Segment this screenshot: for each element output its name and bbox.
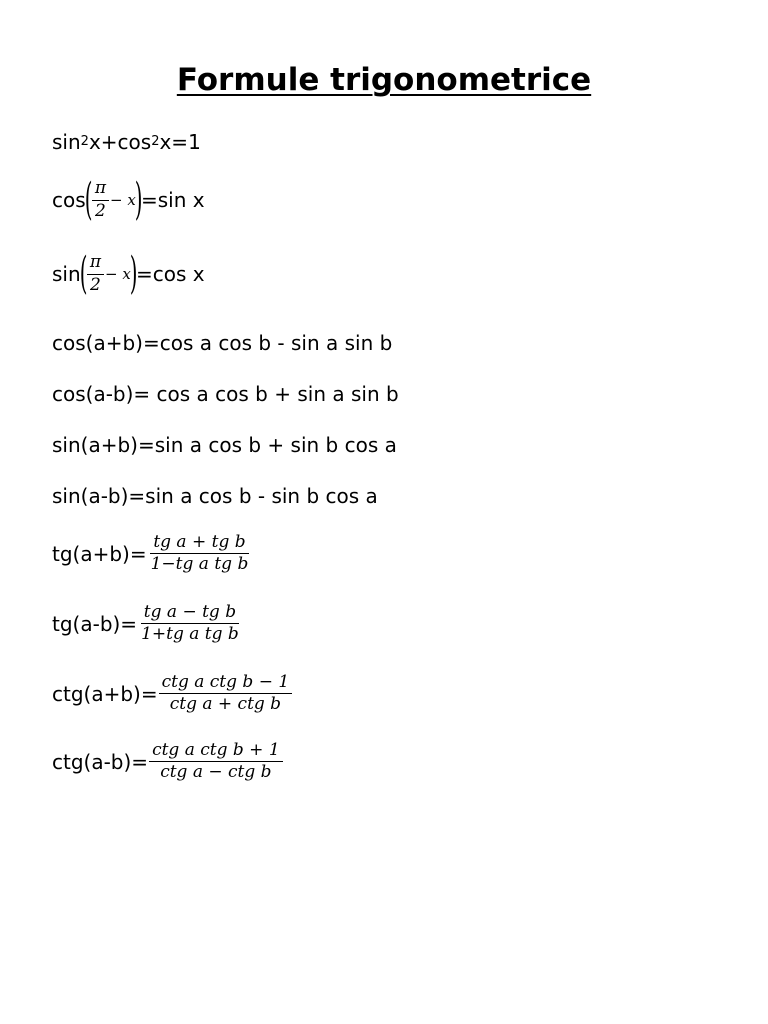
- fraction: [87, 252, 104, 296]
- formula-text: sin: [52, 130, 81, 154]
- denominator: ctg a − ctg b: [160, 762, 272, 783]
- numerator: tg a − tg b: [141, 602, 239, 624]
- denominator: 2: [90, 274, 101, 295]
- formula-sin-diff: sin(a-b)=sin a cos b - sin b cos a: [52, 484, 378, 508]
- fraction: [138, 602, 242, 646]
- numerator: π: [87, 252, 104, 274]
- formula-prefix: cos: [52, 188, 86, 212]
- formula-prefix: tg(a-b)=: [52, 611, 138, 636]
- fraction: [92, 178, 109, 222]
- fraction: [149, 740, 283, 784]
- formula-sin-sum: sin(a+b)=sin a cos b + sin b cos a: [52, 433, 397, 457]
- formula-cos-diff: cos(a-b)= cos a cos b + sin a sin b: [52, 382, 399, 406]
- formula-tg-sum: [52, 532, 252, 576]
- minus-term: − x: [110, 191, 136, 209]
- numerator: ctg a ctg b − 1: [159, 672, 293, 694]
- formula-cos-sum: cos(a+b)=cos a cos b - sin a sin b: [52, 331, 393, 355]
- formula-cos-complement: [52, 174, 205, 225]
- formula-prefix: tg(a+b)=: [52, 541, 147, 566]
- formula-suffix: =cos x: [135, 262, 205, 286]
- formula-prefix: sin: [52, 262, 81, 286]
- formula-suffix: =sin x: [140, 188, 205, 212]
- formula-text: x=1: [159, 130, 201, 154]
- left-paren: (: [84, 174, 93, 225]
- numerator: tg a + tg b: [150, 532, 248, 554]
- numerator: ctg a ctg b + 1: [149, 740, 283, 762]
- right-paren: ): [134, 174, 143, 225]
- denominator: 1−tg a tg b: [150, 554, 249, 575]
- formula-sin-complement: [52, 248, 205, 299]
- denominator: 2: [95, 200, 106, 221]
- right-paren: ): [129, 248, 138, 299]
- formula-text: x+cos: [88, 130, 152, 154]
- formula-pythagorean: sin 2 x+cos 2 x=1: [52, 130, 201, 154]
- minus-term: − x: [105, 265, 131, 283]
- formula-prefix: ctg(a+b)=: [52, 681, 158, 706]
- formula-prefix: ctg(a-b)=: [52, 749, 149, 774]
- fraction: [159, 672, 293, 716]
- denominator: ctg a + ctg b: [169, 694, 282, 715]
- formula-ctg-diff: [52, 740, 284, 784]
- left-paren: (: [79, 248, 88, 299]
- formula-ctg-sum: [52, 672, 293, 716]
- page-title: Formule trigonometrice: [176, 62, 592, 98]
- numerator: π: [92, 178, 109, 200]
- denominator: 1+tg a tg b: [141, 624, 239, 645]
- fraction: [148, 532, 252, 576]
- formula-tg-diff: [52, 602, 243, 646]
